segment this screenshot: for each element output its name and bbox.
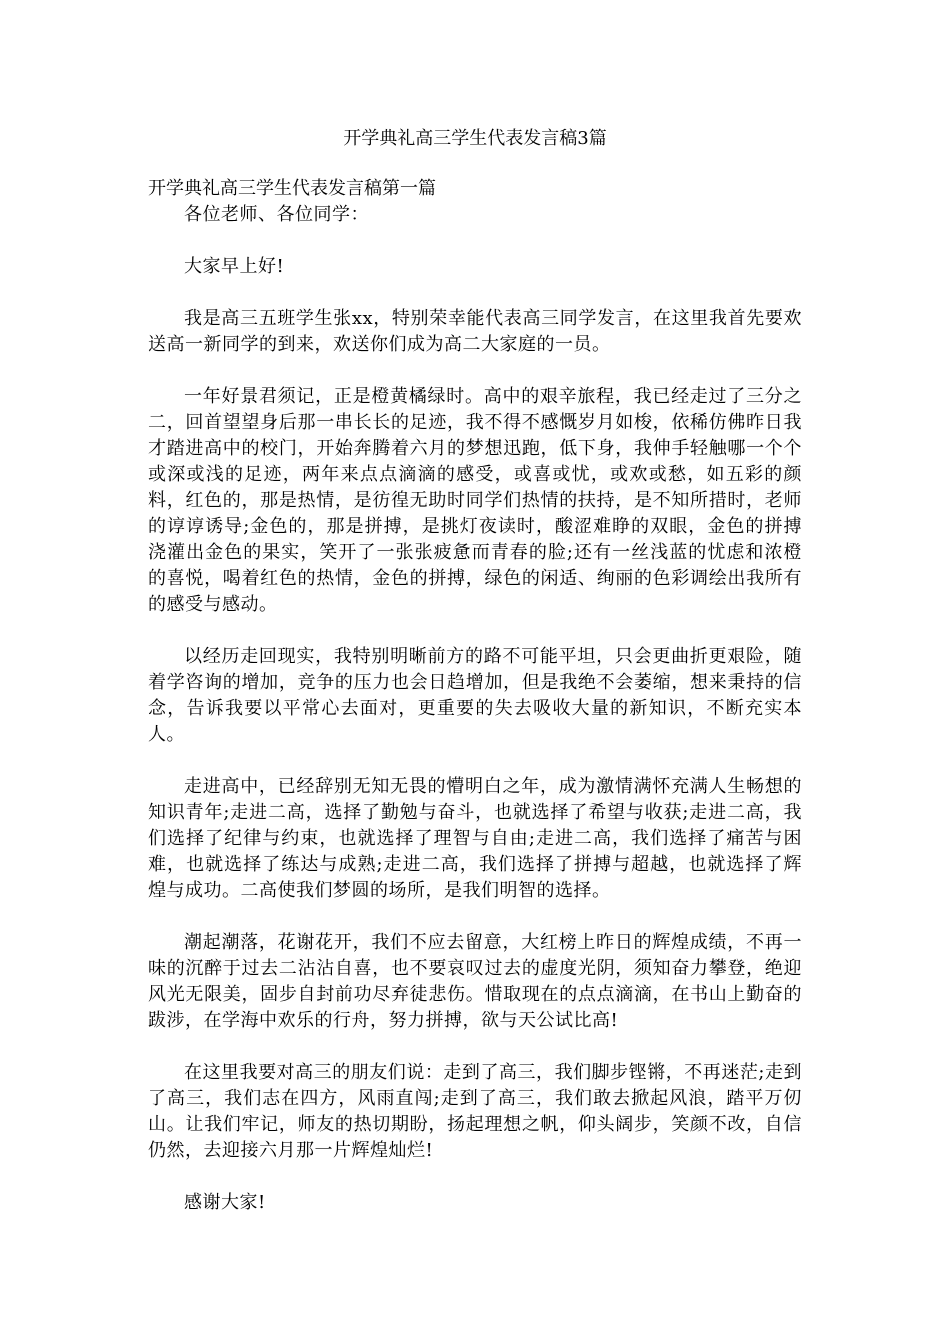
speech-body (148, 202, 802, 1242)
paragraph-reflection: 一年好景君须记，正是橙黄橘绿时。高中的艰辛旅程，我已经走过了三分之二，回首望望身后那一串长长的足迹，我不得不感慨岁月如梭，依稀仿佛昨日我才踏进高中的校门，开始奔腾着六月的梦想迅跑，低下身，我伸手轻触哪一个个或深或浅的足迹，两年来点点滴滴的感受，或喜或忧，或欢或愁，如五彩的颜料，红色的，那是热情，是彷徨无助时同学们热情的扶持，是不知所措时，老师的谆谆诱导;金色的，那是拼搏，是挑灯夜读时，酸涩难睁的双眼，金色的拼搏浇灌出金色的果实，笑开了一张张疲惫而青春的脸;还有一丝浅蓝的忧虑和浓橙的喜悦，喝着红色的热情，金色的拼搏，绿色的闲适、绚丽的色彩调绘出我所有的感受与感动。 (148, 386, 802, 615)
section-title: 开学典礼高三学生代表发言稿第一篇 (148, 178, 436, 199)
paragraph-reality: 以经历走回现实，我特别明晰前方的路不可能平坦，只会更曲折更艰险，随着学咨询的增加，竞争的压力也会日趋增加，但是我绝不会萎缩，想来秉持的信念，告诉我要以平常心去面对，更重要的失去吸收大量的新知识，不断充实本人。 (148, 646, 802, 745)
paragraph-thanks: 感谢大家! (184, 1192, 266, 1213)
paragraph-choices: 走进高中，已经辞别无知无畏的懵明白之年，成为激情满怀充满人生畅想的知识青年;走进二高，选择了勤勉与奋斗，也就选择了希望与收获;走进二高，我们选择了纪律与约束，也就选择了理智与自由;走进二高，我们选择了痛苦与困难，也就选择了练达与成熟;走进二高，我们选择了拼搏与超越，也就选择了辉煌与成功。二高使我们梦圆的场所，是我们明智的选择。 (148, 776, 802, 901)
paragraph-tides: 潮起潮落，花谢花开，我们不应去留意，大红榜上昨日的辉煌成绩，不再一味的沉醉于过去二沾沾自喜，也不要哀叹过去的虚度光阴，须知奋力攀登，绝迎风光无限美，固步自封前功尽弃徒悲伤。惜取现在的点点滴滴，在书山上勤奋的跋涉，在学海中欢乐的行舟，努力拼搏，欲与天公试比高! (148, 932, 802, 1031)
paragraph-message-to-seniors: 在这里我要对高三的朋友们说：走到了高三，我们脚步铿锵，不再迷茫;走到了高三，我们志在四方，风雨直闯;走到了高三，我们敢去掀起风浪，踏平万仞山。让我们牢记，师友的热切期盼，扬起理想之帆，仰头阔步，笑颜不改，自信仍然，去迎接六月那一片辉煌灿烂! (148, 1062, 802, 1161)
paragraph-introduction: 我是高三五班学生张xx，特别荣幸能代表高三同学发言，在这里我首先要欢送高一新同学的到来，欢送你们成为高二大家庭的一员。 (148, 308, 802, 355)
paragraph-good-morning: 大家早上好! (184, 256, 285, 277)
document-title: 开学典礼高三学生代表发言稿3篇 (343, 128, 607, 149)
paragraph-salutation: 各位老师、各位同学： (184, 204, 369, 225)
